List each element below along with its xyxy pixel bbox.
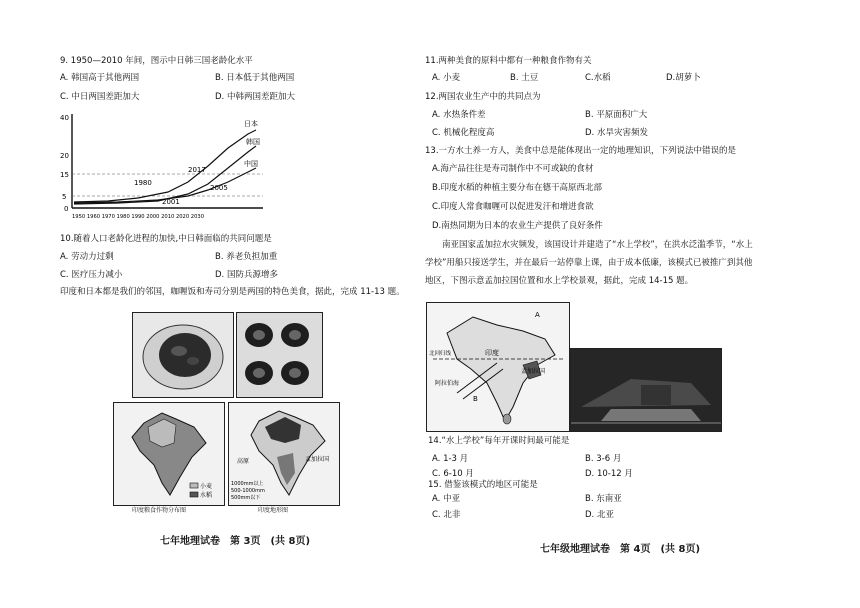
- q9-option-b: B. 日本低于其他两国: [215, 73, 295, 83]
- q15-stem: 15. 借鉴该模式的地区可能是: [428, 480, 538, 490]
- q15-option-a: A. 中亚: [432, 494, 461, 504]
- legend-rain-high: 1000mm以上: [231, 481, 264, 487]
- q13-option-d: D.南热同期为日本的农业生产提供了良好条件: [432, 221, 603, 231]
- south-asia-map: [426, 302, 570, 432]
- q14-option-d: D. 10-12 月: [585, 469, 633, 479]
- y-tick-40: 40: [60, 114, 69, 122]
- passage-line-2: 学校”用船只接送学生，并在最后一站停靠上课，由于成本低廉，该模式已被推广到其他: [425, 258, 753, 268]
- terrain-map-caption: 印度地形图: [258, 507, 289, 514]
- q10-stem: 10.随着人口老龄化进程的加快,中日韩面临的共同问题是: [60, 234, 272, 244]
- y-tick-5: 5: [62, 193, 67, 201]
- aging-chart-svg: [58, 108, 273, 220]
- curry-photo: [132, 312, 234, 398]
- passage-line-3: 地区，下图示意孟加拉国位置和水上学校景观，据此，完成 14-15 题。: [425, 276, 694, 286]
- q15-option-c: C. 北非: [432, 510, 461, 520]
- q13-stem: 13.一方水土养一方人，美食中总是能体现出一定的地理知识，下列说法中错误的是: [425, 146, 737, 156]
- aging-line-chart: [58, 108, 273, 220]
- india-crop-map: [113, 402, 225, 506]
- map-label-tropic: 北回归线: [429, 351, 452, 357]
- q13-option-a: A.海产品往往是寿司制作中不可或缺的食材: [432, 164, 594, 174]
- q14-option-c: C. 6-10 月: [432, 469, 474, 479]
- y-tick-15: 15: [60, 171, 69, 179]
- x-axis-years: 1950 1960 1970 1980 1990 2000 2010 2020 2030: [72, 214, 205, 220]
- q11-option-c: C.水稻: [585, 73, 611, 83]
- map-label-a: A: [535, 311, 540, 319]
- q9-option-d: D. 中韩两国差距加大: [215, 92, 295, 102]
- legend-swatch-wheat: [190, 483, 198, 488]
- floating-school-image: [571, 349, 721, 431]
- legend-rain-low: 500mm以下: [231, 495, 261, 501]
- bangladesh-label: 孟加拉国: [305, 456, 330, 463]
- q14-option-b: B. 3-6 月: [585, 454, 622, 464]
- label-2005: 2005: [210, 184, 228, 192]
- india-terrain-map: [228, 402, 340, 506]
- q14-stem: 14.“水上学校”每年开课时间最可能是: [428, 436, 570, 446]
- legend-swatch-rice: [190, 492, 198, 497]
- map-label-b: B: [473, 395, 478, 403]
- map-label-arabian-sea: 阿拉伯海: [435, 380, 460, 387]
- q15-option-b: B. 东南亚: [585, 494, 622, 504]
- crop-map-caption: 印度粮食作物分布图: [132, 507, 187, 514]
- q11-option-d: D.胡萝卜: [666, 73, 701, 83]
- label-korea: 韩国: [246, 138, 260, 146]
- q9-stem: 9. 1950—2010 年间，图示中日韩三国老龄化水平: [60, 56, 253, 66]
- q15-option-d: D. 北亚: [585, 510, 614, 520]
- q12-option-b: B. 平原面积广大: [585, 110, 648, 120]
- q10-option-d: D. 国防兵源增多: [215, 270, 278, 280]
- map-label-bangladesh: 孟加拉国: [521, 368, 546, 375]
- label-2001: 2001: [162, 198, 180, 206]
- legend-rice: 水稻: [200, 492, 213, 499]
- label-china: 中国: [244, 160, 258, 168]
- y-tick-0: 0: [64, 205, 69, 213]
- map-label-india: 印度: [485, 349, 499, 357]
- q11-stem: 11.两种美食的原料中都有一种粮食作物有关: [425, 56, 592, 66]
- plateau-label: 高原: [237, 458, 250, 465]
- label-japan: 日本: [244, 120, 258, 128]
- south-asia-map-svg: [427, 303, 569, 431]
- y-tick-20: 20: [60, 152, 69, 160]
- q13-option-b: B.印度水稻的种植主要分布在德干高原西北部: [432, 183, 603, 193]
- section-intro: 印度和日本都是我们的邻国，咖喱饭和寿司分别是两国的特色美食，据此，完成 11-13 题。: [60, 287, 405, 297]
- japan-series-line: [74, 130, 256, 202]
- q11-option-b: B. 土豆: [510, 73, 539, 83]
- q13-option-c: C.印度人常食咖喱可以促进发汗和增进食欲: [432, 202, 594, 212]
- sushi-photo: [236, 312, 323, 398]
- q10-option-b: B. 养老负担加重: [215, 252, 278, 262]
- korea-series-line: [74, 146, 256, 204]
- floating-school-photo: [570, 348, 722, 432]
- label-1980: 1980: [134, 179, 152, 187]
- sushi-image: [237, 313, 322, 397]
- left-page-footer: 七年地理试卷 第 3页 (共 8页): [160, 536, 311, 547]
- q12-option-a: A. 水热条件差: [432, 110, 486, 120]
- curry-image: [133, 313, 233, 397]
- q10-option-c: C. 医疗压力减小: [60, 270, 123, 280]
- legend-rain-mid: 500-1000mm: [231, 488, 265, 494]
- q14-option-a: A. 1-3 月: [432, 454, 469, 464]
- legend-wheat: 小麦: [200, 483, 213, 490]
- right-page-footer: 七年级地理试卷 第 4页 (共 8页): [540, 544, 701, 555]
- india-crop-map-svg: [114, 403, 224, 505]
- q9-option-a: A. 韩国高于其他两国: [60, 73, 140, 83]
- q10-option-a: A. 劳动力过剩: [60, 252, 114, 262]
- label-2017: 2017: [188, 166, 206, 174]
- q12-option-d: D. 水旱灾害频发: [585, 128, 648, 138]
- q12-option-c: C. 机械化程度高: [432, 128, 495, 138]
- india-terrain-map-svg: [229, 403, 339, 505]
- passage-line-1: 南亚国家孟加拉水灾频发，该国设计并建造了“水上学校”，在洪水泛滥季节，“水上: [442, 240, 753, 250]
- q12-stem: 12.两国农业生产中的共同点为: [425, 92, 541, 102]
- q11-option-a: A. 小麦: [432, 73, 461, 83]
- q9-option-c: C. 中日两国差距加大: [60, 92, 140, 102]
